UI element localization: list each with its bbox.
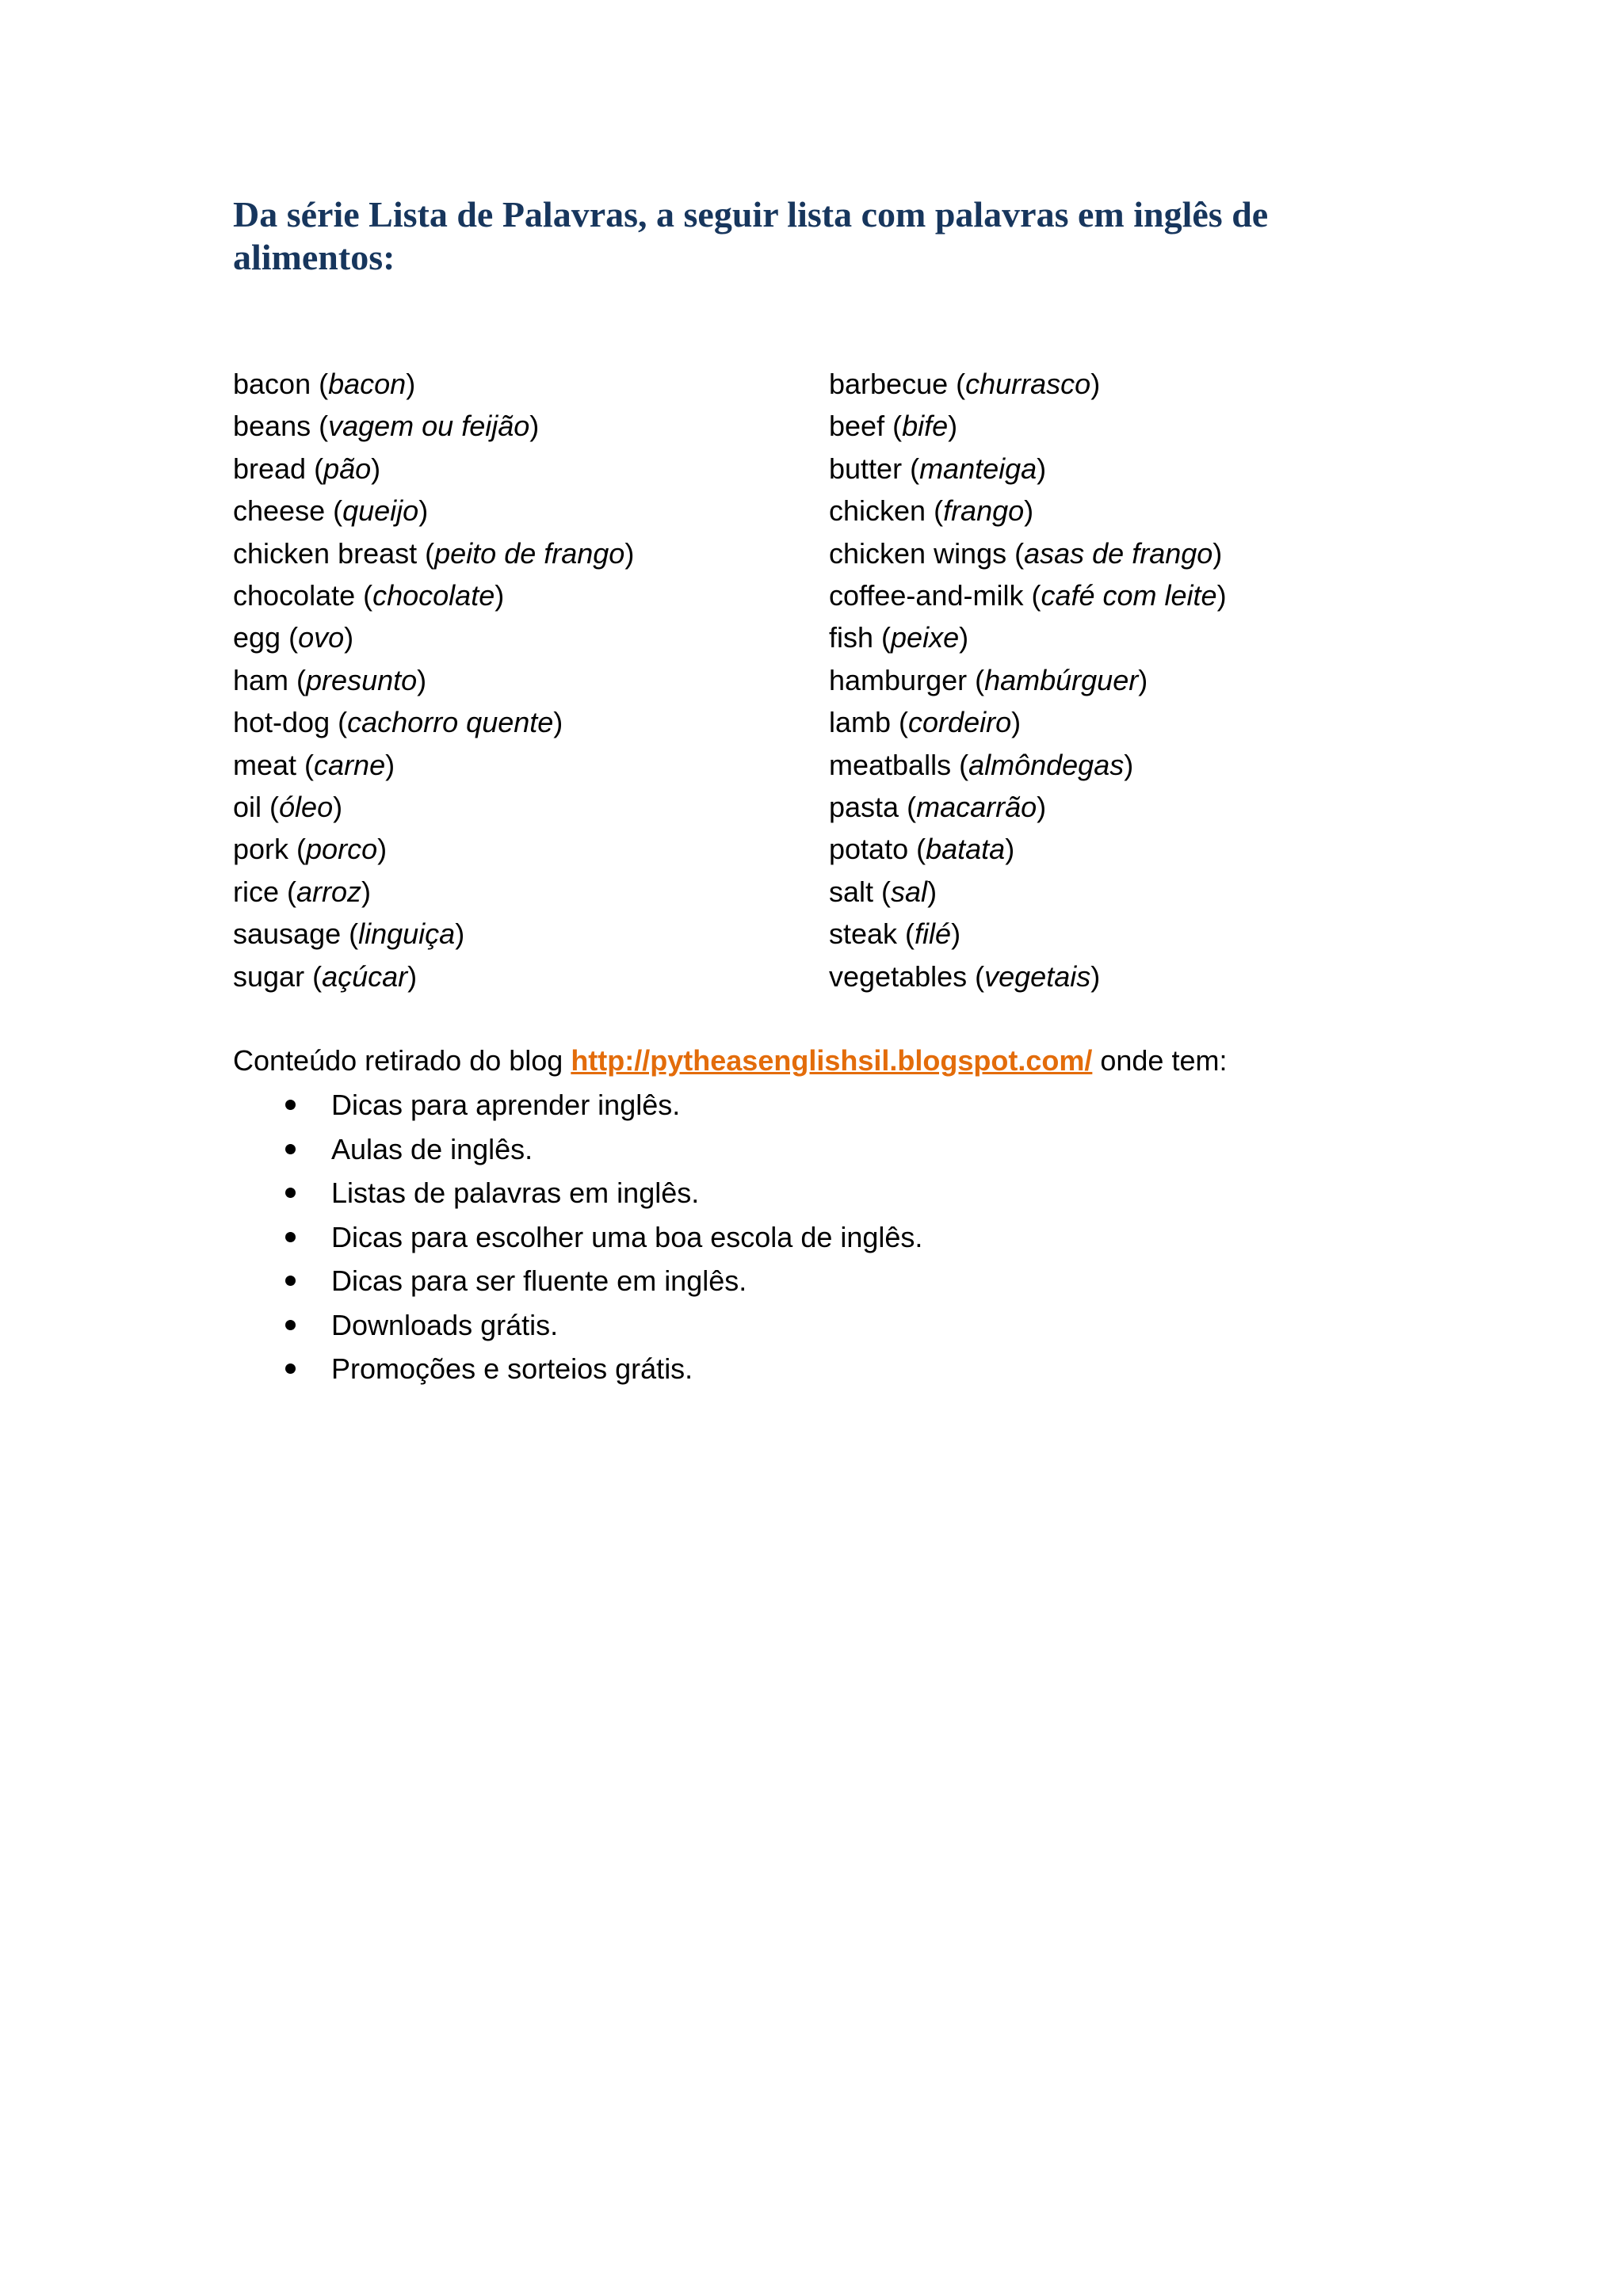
- portuguese-translation: macarrão: [916, 791, 1037, 824]
- english-word: sugar: [233, 959, 305, 993]
- english-word: rice: [233, 875, 280, 908]
- english-word: lamb: [829, 706, 892, 739]
- feature-text: Aulas de inglês.: [331, 1132, 533, 1165]
- word-item: hot-dog (cachorro quente): [233, 706, 563, 739]
- word-item: hamburger (hambúrguer): [829, 663, 1148, 696]
- english-word: beef: [829, 410, 885, 443]
- source-prefix: Conteúdo retirado do blog: [233, 1044, 571, 1077]
- word-list-left: [233, 363, 819, 997]
- english-word: hot-dog: [233, 706, 330, 739]
- word-item: pork (porco): [233, 833, 388, 866]
- english-word: vegetables: [829, 959, 968, 993]
- feature-text: Downloads grátis.: [331, 1308, 559, 1341]
- portuguese-translation: chocolate: [372, 579, 495, 612]
- bullet-icon: [285, 1320, 296, 1330]
- feature-text: Dicas para ser fluente em inglês.: [331, 1264, 747, 1297]
- english-word: salt: [829, 875, 874, 908]
- portuguese-translation: porco: [306, 833, 378, 866]
- english-word: barbecue: [829, 368, 949, 400]
- word-item: beans (vagem ou feijão): [233, 410, 540, 443]
- english-word: egg: [233, 621, 281, 654]
- word-item: butter (manteiga): [829, 452, 1047, 485]
- word-item: chicken wings (asas de frango): [829, 536, 1223, 570]
- word-item: bacon (bacon): [233, 368, 416, 400]
- word-item: rice (arroz): [233, 875, 372, 908]
- feature-item: [233, 1347, 922, 1391]
- english-word: ham: [233, 663, 289, 696]
- bullet-icon: [285, 1144, 296, 1154]
- feature-text: Promoções e sorteios grátis.: [331, 1352, 693, 1385]
- word-item: chocolate (chocolate): [233, 579, 505, 612]
- portuguese-translation: óleo: [279, 791, 334, 824]
- feature-item: [233, 1083, 922, 1127]
- portuguese-translation: asas de frango: [1024, 536, 1213, 570]
- portuguese-translation: manteiga: [919, 452, 1037, 485]
- portuguese-translation: peixe: [891, 621, 960, 654]
- portuguese-translation: churrasco: [965, 368, 1091, 400]
- feature-item: [233, 1171, 922, 1215]
- english-word: coffee-and-milk: [829, 579, 1024, 612]
- english-word: oil: [233, 791, 262, 824]
- portuguese-translation: pão: [323, 452, 372, 485]
- word-item: sugar (açúcar): [233, 959, 418, 993]
- english-word: fish: [829, 621, 874, 654]
- english-word: sausage: [233, 917, 342, 951]
- feature-text: Dicas para escolher uma boa escola de inglês.: [331, 1220, 923, 1253]
- portuguese-translation: filé: [915, 917, 952, 951]
- feature-item: [233, 1259, 922, 1303]
- feature-text: Dicas para aprender inglês.: [331, 1089, 681, 1121]
- word-item: cheese (queijo): [233, 494, 429, 528]
- word-item: pasta (macarrão): [829, 791, 1047, 824]
- portuguese-translation: sal: [891, 875, 928, 908]
- bullet-icon: [285, 1363, 296, 1374]
- word-item: potato (batata): [829, 833, 1015, 866]
- portuguese-translation: bife: [902, 410, 949, 443]
- portuguese-translation: vegetais: [984, 959, 1091, 993]
- word-item: fish (peixe): [829, 621, 969, 654]
- portuguese-translation: frango: [943, 494, 1025, 528]
- english-word: chicken: [829, 494, 926, 528]
- portuguese-translation: carne: [314, 748, 386, 781]
- word-item: egg (ovo): [233, 621, 354, 654]
- portuguese-translation: arroz: [296, 875, 362, 908]
- word-item: vegetables (vegetais): [829, 959, 1101, 993]
- bullet-icon: [285, 1232, 296, 1242]
- english-word: pasta: [829, 791, 899, 824]
- portuguese-translation: café com leite: [1041, 579, 1217, 612]
- feature-list: [233, 1083, 922, 1391]
- word-item: lamb (cordeiro): [829, 706, 1022, 739]
- portuguese-translation: hambúrguer: [984, 663, 1139, 696]
- portuguese-translation: peito de frango: [434, 536, 625, 570]
- portuguese-translation: almôndegas: [968, 748, 1125, 781]
- english-word: meat: [233, 748, 297, 781]
- bullet-icon: [285, 1100, 296, 1110]
- english-word: bacon: [233, 368, 311, 400]
- portuguese-translation: açúcar: [322, 959, 408, 993]
- word-item: bread (pão): [233, 452, 381, 485]
- english-word: beans: [233, 410, 311, 443]
- word-item: oil (óleo): [233, 791, 343, 824]
- english-word: pork: [233, 833, 289, 866]
- source-line: [233, 1039, 1580, 1082]
- blog-link[interactable]: http://pytheasenglishsil.blogspot.com/: [571, 1044, 1093, 1077]
- english-word: steak: [829, 917, 898, 951]
- english-word: potato: [829, 833, 909, 866]
- portuguese-translation: bacon: [328, 368, 407, 400]
- portuguese-translation: ovo: [298, 621, 345, 654]
- word-list-right: [829, 363, 1542, 997]
- portuguese-translation: queijo: [342, 494, 419, 528]
- portuguese-translation: cachorro quente: [347, 706, 554, 739]
- word-item: steak (filé): [829, 917, 961, 951]
- bullet-icon: [285, 1276, 296, 1286]
- feature-item: [233, 1127, 922, 1172]
- word-item: beef (bife): [829, 410, 958, 443]
- portuguese-translation: presunto: [306, 663, 418, 696]
- portuguese-translation: linguiça: [358, 917, 456, 951]
- feature-item: [233, 1215, 922, 1260]
- english-word: hamburger: [829, 663, 968, 696]
- source-suffix: onde tem:: [1092, 1044, 1228, 1077]
- word-item: meatballs (almôndegas): [829, 748, 1134, 781]
- feature-item: [233, 1303, 922, 1348]
- english-word: bread: [233, 452, 307, 485]
- english-word: chocolate: [233, 579, 356, 612]
- english-word: cheese: [233, 494, 326, 528]
- english-word: meatballs: [829, 748, 952, 781]
- word-item: coffee-and-milk (café com leite): [829, 579, 1227, 612]
- portuguese-translation: batata: [926, 833, 1006, 866]
- word-item: ham (presunto): [233, 663, 427, 696]
- document-title: Da série Lista de Palavras, a seguir lista com palavras em inglês de alimentos:: [233, 194, 1269, 277]
- english-word: butter: [829, 452, 903, 485]
- portuguese-translation: cordeiro: [908, 706, 1012, 739]
- word-item: salt (sal): [829, 875, 938, 908]
- word-item: chicken breast (peito de frango): [233, 536, 635, 570]
- feature-text: Listas de palavras em inglês.: [331, 1177, 700, 1209]
- portuguese-translation: vagem ou feijão: [328, 410, 530, 443]
- english-word: chicken wings: [829, 536, 1007, 570]
- word-item: meat (carne): [233, 748, 395, 781]
- english-word: chicken breast: [233, 536, 418, 570]
- bullet-icon: [285, 1188, 296, 1198]
- word-item: chicken (frango): [829, 494, 1034, 528]
- word-item: sausage (linguiça): [233, 917, 465, 951]
- word-item: barbecue (churrasco): [829, 368, 1101, 400]
